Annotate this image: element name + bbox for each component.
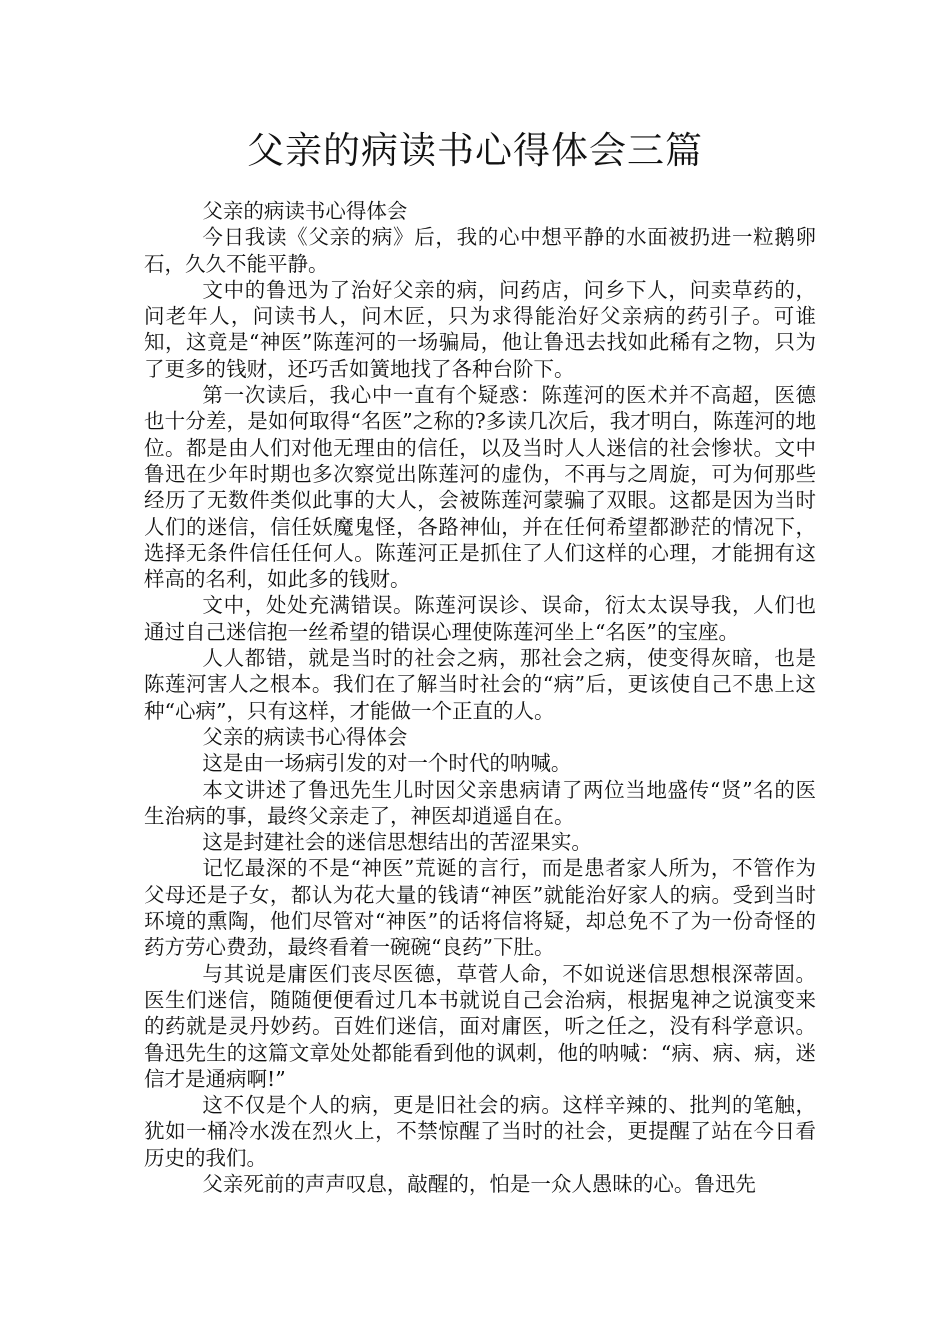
paragraph: 父亲死前的声声叹息，敲醒的，怕是一众人愚昧的心。鲁迅先 — [202, 1171, 756, 1196]
paragraph-section-heading-2: 父亲的病读书心得体会 — [202, 724, 408, 749]
document-body — [144, 198, 816, 1197]
paragraph: 人人都错，就是当时的社会之病，那社会之病，使变得灰暗，也是陈莲河害人之根本。我们在了解当时社会的“病”后，更该使自己不患上这种“心病”，只有这样，才能做一个正直的人。 — [144, 646, 816, 723]
paragraph: 这是由一场病引发的对一个时代的呐喊。 — [202, 751, 572, 776]
paragraph: 记忆最深的不是“神医”荒诞的言行，而是患者家人所为，不管作为父母还是子女，都认为花大量的钱请“神医”就能治好家人的病。受到当时环境的熏陶，他们尽管对“神医”的话将信将疑，却总免不了为一份奇怪的药方劳心费劲，最终看着一碗碗“良药”下肚。 — [144, 856, 816, 960]
paragraph-section-heading-1: 父亲的病读书心得体会 — [202, 199, 408, 223]
paragraph: 今日我读《父亲的病》后，我的心中想平静的水面被扔进一粒鹅卵石，久久不能平静。 — [144, 225, 816, 276]
paragraph: 这不仅是个人的病，更是旧社会的病。这样辛辣的、批判的笔触，犹如一桶冷水泼在烈火上，不禁惊醒了当时的社会，更提醒了站在今日看历史的我们。 — [144, 1093, 816, 1170]
paragraph: 第一次读后，我心中一直有个疑惑：陈莲河的医术并不高超，医德也十分差，是如何取得“名医”之称的?多读几次后，我才明白，陈莲河的地位。都是由人们对他无理由的信任，以及当时人人迷信的社会惨状。文中鲁迅在少年时期也多次察觉出陈莲河的虚伪，不再与之周旋，可为何那些经历了无数件类似此事的大人，会被陈莲河蒙骗了双眼。这都是因为当时人们的迷信，信任妖魔鬼怪，各路神仙，并在任何希望都渺茫的情况下，选择无条件信任任何人。陈莲河正是抓住了人们这样的心理，才能拥有这样高的名利，如此多的钱财。 — [144, 383, 816, 592]
paragraph: 文中的鲁迅为了治好父亲的病，问药店，问乡下人，问卖草药的，问老年人，问读书人，问木匠，只为求得能治好父亲病的药引子。可谁知，这竟是“神医”陈莲河的一场骗局，他让鲁迅去找如此稀有之物，只为了更多的钱财，还巧舌如簧地找了各种台阶下。 — [144, 277, 816, 381]
paragraph: 这是封建社会的迷信思想结出的苦涩果实。 — [202, 830, 592, 855]
paragraph: 本文讲述了鲁迅先生儿时因父亲患病请了两位当地盛传“贤”名的医生治病的事，最终父亲走了，神医却逍遥自在。 — [144, 777, 816, 828]
paragraph: 与其说是庸医们丧尽医德，草菅人命，不如说迷信思想根深蒂固。医生们迷信，随随便便看过几本书就说自己会治病，根据鬼神之说演变来的药就是灵丹妙药。百姓们迷信，面对庸医，听之任之，没有科学意识。鲁迅先生的这篇文章处处都能看到他的讽刺，他的呐喊：“病、病、病，迷信才是通病啊!” — [144, 961, 816, 1091]
paragraph: 文中，处处充满错误。陈莲河误诊、误命，衍太太误导我，人们也通过自己迷信抱一丝希望的错误心理使陈莲河坐上“名医”的宝座。 — [144, 593, 816, 644]
document-title: 父亲的病读书心得体会三篇 — [247, 129, 703, 172]
